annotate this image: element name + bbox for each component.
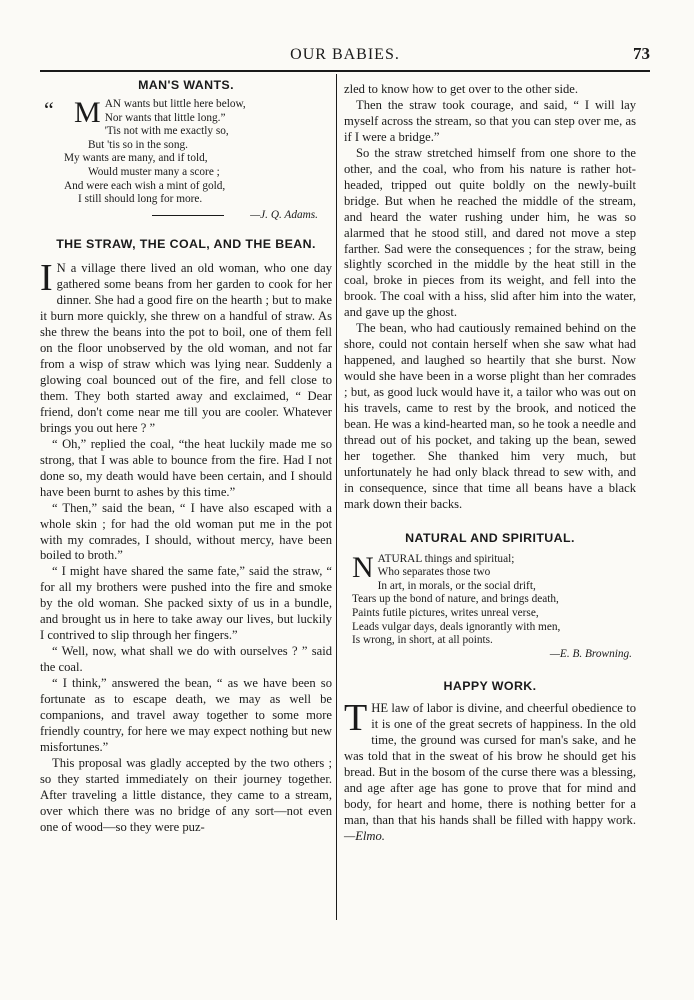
header-rule [40, 70, 650, 72]
story-paragraph-end: zled to know how to get over to the other side. [344, 82, 578, 96]
poem-drop-cap: M [74, 95, 101, 129]
natural-spiritual-title: NATURAL AND SPIRITUAL. [405, 530, 575, 545]
poem-line: Paints futile pictures, writes unreal verse, [352, 607, 539, 620]
natural-spiritual-poem [344, 550, 636, 662]
straw-story-title: THE STRAW, THE COAL, AND THE BEAN. [56, 237, 316, 252]
page-header [40, 44, 650, 68]
poem-line: Would muster many a score ; [88, 165, 220, 178]
poem-line: I still should long for more. [78, 193, 203, 206]
story-paragraph: “ I think,” answered the bean, “ as we have been so fortunate as to escape death, we may as well be companions, and travel away together to some more friendly country, for here we may expect nothing but new misfortunes.” [40, 676, 332, 754]
happy-text: HE law of labor is divine, and cheerful obedience to it is one of the great secrets of happiness. In the old time, the ground was cursed for man's sake, and he was told that in the sweat of his brow he should get his bread. But in the bosom of the curse there was a blessing, and age after age has gone to prove that for mind and body, for heart and home, there is nothing better for a man, than that his hands shall be filled with happy work. [344, 701, 636, 828]
poem-line: AN wants but little here below, [104, 97, 246, 110]
right-column [344, 74, 636, 845]
poem-line: In art, in morals, or the social drift, [377, 579, 536, 592]
column-divider [336, 74, 337, 920]
poem-line: But 'tis so in the song. [88, 138, 188, 151]
story-paragraph: The bean, who had cautiously remained behind on the shore, could not contain herself when she saw what had happened, and laughed so heartily that she burst. Now would she have been in a worse plight than her comrades ; but, as good luck would have it, a tailor who was out on his travels, came to rest by the brook, and noticed the bean. He was a kind-hearted man, so he took a needle and thread out of his pocket, and taking up the bean, sewed her together. She thanked him very much, but unfortunately he had only black thread to sew with, and in consequence, since that time all beans have a black mark down their backs. [344, 321, 636, 511]
running-title: OUR BABIES. [290, 46, 400, 63]
poem-line: And were each wish a mint of gold, [64, 179, 226, 192]
poem-drop-cap: N [352, 550, 374, 584]
poem-line: Nor wants that little long.” [104, 111, 226, 124]
poem-line: 'Tis not with me exactly so, [104, 125, 229, 138]
poem-line: My wants are many, and if told, [64, 152, 208, 165]
happy-signature: —Elmo. [344, 829, 385, 844]
mans-wants-title: MAN'S WANTS. [138, 78, 234, 92]
story-paragraph-start: This proposal was gladly accepted by the two others ; so they started immediately on their journey together. After traveling a little distance, they came to a stream, over which there was no bridge of any sort—not even one of wood—so they were puz- [40, 755, 332, 834]
poem-attribution: —E. B. Browning. [549, 647, 632, 660]
straw-story-continued [344, 82, 636, 513]
happy-paragraph [344, 697, 636, 845]
mans-wants-poem [40, 95, 332, 222]
story-paragraph: So the straw stretched himself from one shore to the other, and the coal, who from his nature is rather hot-headed, tripped out quite boldly on the newly-built bridge. But when he reached the middle of the stream, and heard the water rushing under him, he was so alarmed that he stood still, and dared not move a step farther. Sad were the consequences ; for the straw, being slightly scorched in the middle by the heat still in the coal, broke in pieces from its weight, and fell into the brook. The coal with a hiss, slid after him into the water, and gave up the ghost. [344, 145, 636, 320]
section-rule [152, 215, 224, 216]
story-paragraph: “ Then,” said the bean, “ I have also escaped with a whole skin ; for had the old woman put me in the pot with my comrades, I should, without mercy, have been boiled to broth.” [40, 500, 332, 563]
story-paragraph [40, 257, 332, 436]
story-paragraph: “ I might have shared the same fate,” said the straw, “ for all my brothers were pushed into the fire and smoke by the old woman. She packed sixty of us in a bundle, and brought us in here to take away our lives, but luckily I contrived to slip through her fingers.” [40, 564, 332, 643]
happy-drop-cap: T [344, 697, 368, 740]
straw-story-body [40, 257, 332, 835]
poem-open-quote: “ [44, 96, 54, 122]
happy-work-body [344, 697, 636, 845]
left-column [40, 74, 332, 836]
story-text: N a village there lived an old woman, who one day gathered some beans from her garden to cook for her dinner. She had a good fire on the hearth ; but to make it burn more quickly, she threw on a handful of straw. As she threw the beans into the pot to boil, one of them fell on the floor unobserved by the old woman, and not far from a wisp of straw which was lying near. Suddenly a glowing coal bounced out of the fire, and fell close to them. They both started away and exclaimed, “ Dear friend, don't come near me till you are cooler. Whatever brings you out here ? ” [40, 261, 332, 435]
story-paragraph: “ Oh,” replied the coal, “the heat luckily made me so strong, that I was able to bounce from the fire. Had I not done so, my death would have been certain, and I should have been burnt to ashes by this time.” [40, 436, 332, 499]
happy-work-title: HAPPY WORK. [443, 679, 537, 694]
poem-attribution: —J. Q. Adams. [250, 208, 318, 221]
page-number: 73 [633, 44, 650, 63]
poem-line: Is wrong, in short, at all points. [352, 634, 493, 647]
story-paragraph: “ Well, now, what shall we do with ourselves ? ” said the coal. [40, 644, 332, 675]
poem-line: Tears up the bond of nature, and brings death, [352, 593, 559, 606]
poem-line: Who separates those two [377, 566, 491, 579]
story-paragraph: Then the straw took courage, and said, “ I will lay myself across the stream, so that you can step over me, as if I were a bridge.” [344, 97, 636, 144]
story-drop-cap: I [40, 257, 53, 300]
poem-line: ATURAL things and spiritual; [377, 552, 515, 565]
poem-line: Leads vulgar days, deals ignorantly with men, [352, 620, 561, 633]
